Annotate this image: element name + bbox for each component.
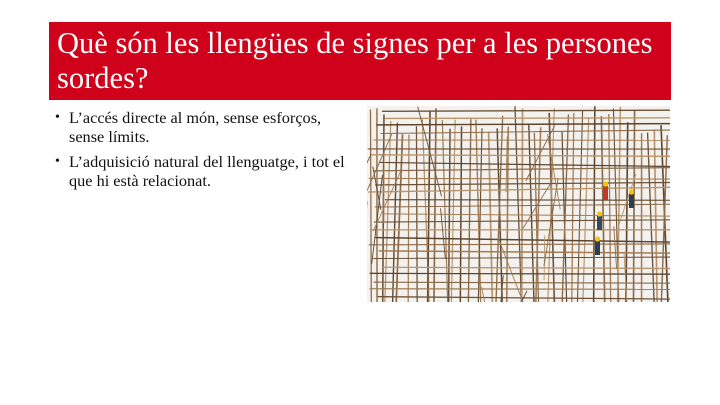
helmet-icon xyxy=(597,211,602,216)
scaffold-pole xyxy=(594,106,595,302)
scaffold-pole xyxy=(369,178,670,179)
scaffolding-photo xyxy=(367,106,670,302)
scaffold-pole xyxy=(529,124,534,302)
scaffold-pole xyxy=(376,124,670,125)
scaffold-pole xyxy=(451,120,455,302)
title-banner xyxy=(49,22,671,100)
scaffold-pole xyxy=(489,132,493,302)
scaffold-pole xyxy=(614,226,617,269)
scaffold-pole xyxy=(396,134,402,302)
bullet-dot-icon: • xyxy=(55,110,60,125)
bullet-dot-icon: • xyxy=(55,154,60,169)
worker-figure xyxy=(603,186,608,200)
scaffold-pole xyxy=(369,289,670,290)
scaffold-pole xyxy=(498,237,530,302)
scaffold-pole xyxy=(515,106,521,302)
bullet-item xyxy=(55,152,360,190)
scaffold-pole xyxy=(648,133,655,302)
scaffold-pole xyxy=(373,257,670,258)
scaffold-pole xyxy=(379,162,670,166)
helmet-icon xyxy=(595,236,600,241)
bullet-text: L’accés directe al món, sense esforços, sense límits. xyxy=(69,108,322,146)
scaffold-pole xyxy=(468,119,470,302)
scaffold-pole xyxy=(544,236,545,281)
scaffold-pole xyxy=(547,134,560,209)
worker-figure xyxy=(595,241,600,255)
helmet-icon xyxy=(603,181,608,186)
helmet-icon xyxy=(629,189,634,194)
bullet-text: L’adquisició natural del llenguatge, i tot el que hi està relacionat. xyxy=(69,152,345,190)
slide-title: Què són les llengües de signes per a les persones sordes? xyxy=(57,26,653,95)
scaffold-pole xyxy=(385,118,670,119)
scaffold-pole xyxy=(368,187,670,192)
scaffolding-illustration xyxy=(367,106,670,302)
worker-figure xyxy=(629,194,634,208)
scaffold-pole xyxy=(382,110,670,111)
scaffold-pole xyxy=(442,120,447,302)
scaffold-pole xyxy=(408,135,409,302)
worker-figure xyxy=(597,216,602,230)
bullet-item xyxy=(55,108,360,146)
bullet-list xyxy=(55,108,360,196)
scaffold-pole xyxy=(369,244,670,245)
